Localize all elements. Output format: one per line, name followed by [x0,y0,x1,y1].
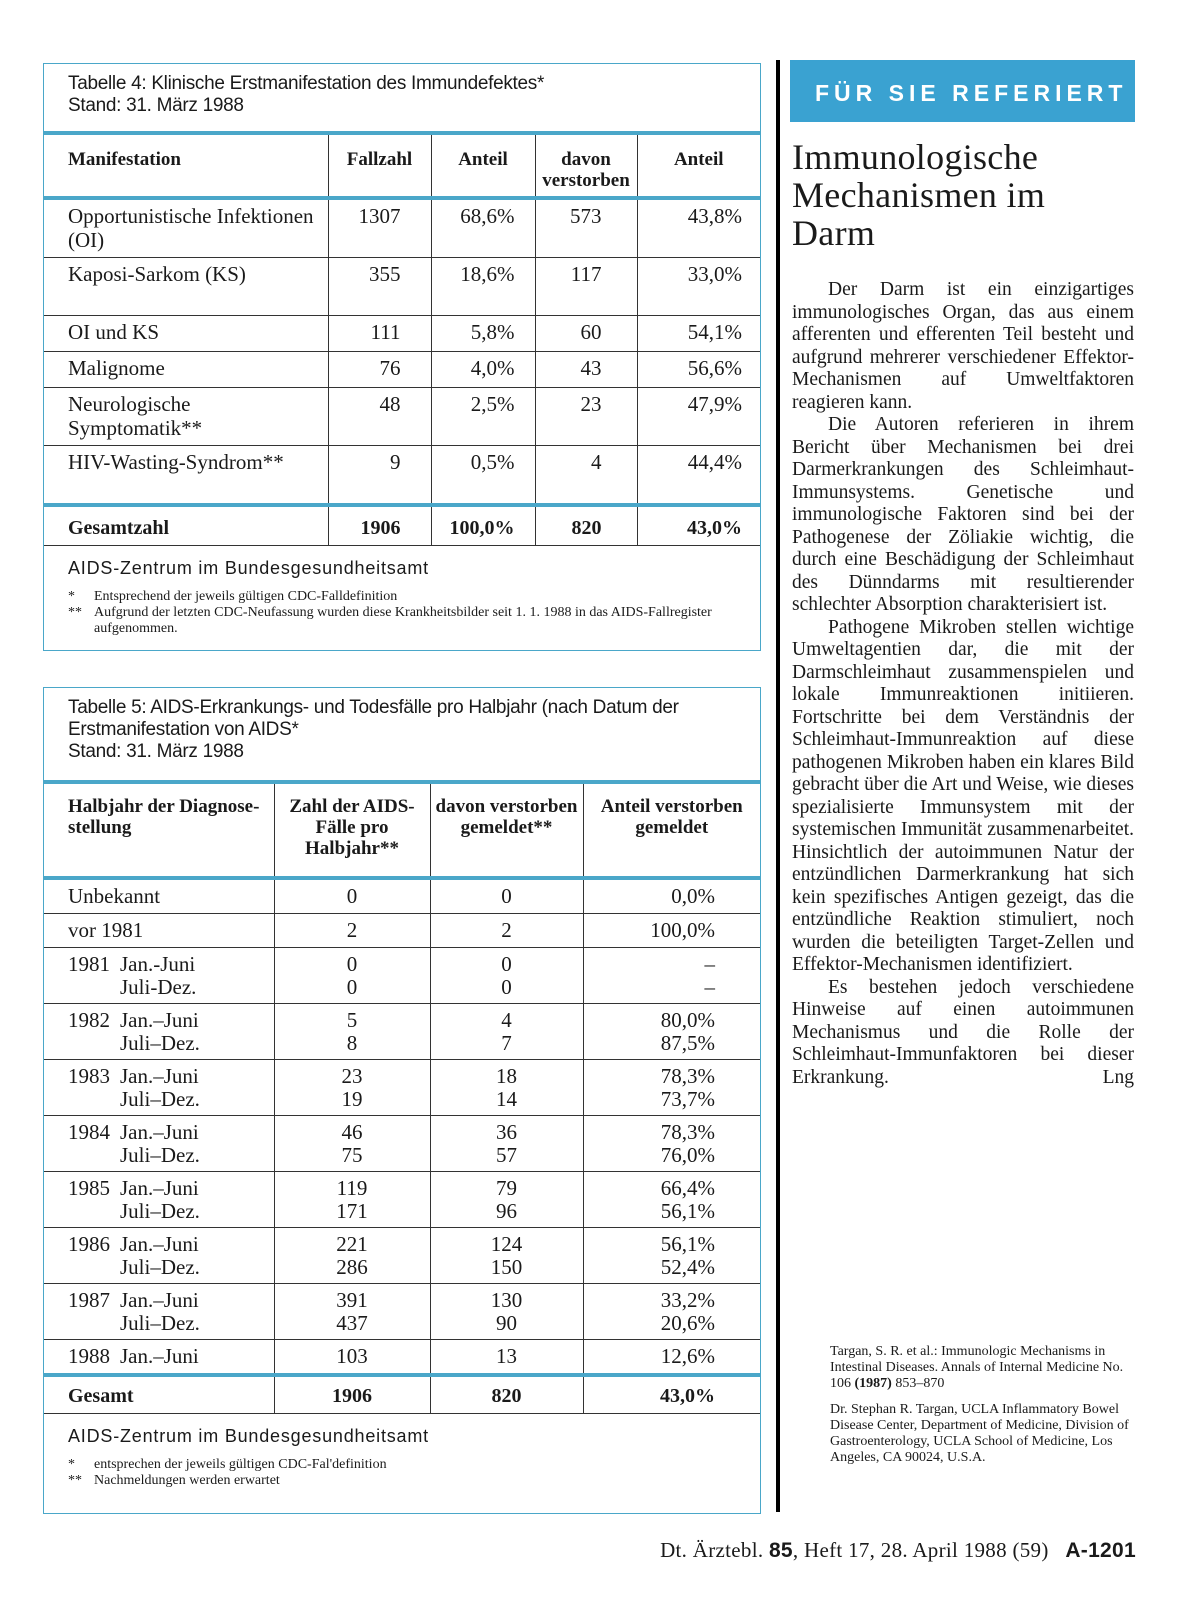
table-cell [583,878,760,914]
cell-value: – [704,952,715,976]
table-row [44,1060,760,1116]
table-cell [274,1060,430,1116]
table4-title: Tabelle 4: Klinische Erstmanifestation des Immundefektes* [68,73,545,94]
article-paragraph-text: Es bestehen jedoch verschiedene Hinweise auf einen autoimmunen Mechanismus und die Rolle der Schleimhaut-Immunfaktoren bei dieser Erkrankung. [792,976,1134,1088]
table-cell [430,1116,583,1172]
cell-value: 73,7% [660,1087,715,1111]
table4-date: Stand: 31. März 1988 [68,95,244,116]
citation-text: Targan, S. R. et al.: Immunologic Mechanisms in Intestinal Diseases. Annals of Internal Medicine No. 106 [830,1344,1124,1391]
half-year-label: Jan.–Juni [120,1064,199,1088]
table-cell [44,1172,274,1228]
table-cell [430,878,583,914]
half-year-label: Juli–Dez. [120,1031,200,1055]
cell-value: 119 [336,1176,368,1200]
year-label: vor 1981 [68,918,144,942]
table-cell: 111 [328,316,431,352]
table-row [44,914,760,948]
table-row [44,1340,760,1376]
table-cell: Neurologische Symptomatik** [68,392,203,440]
footnote-marker: ** [68,604,82,620]
year-label: 1985 [68,1176,110,1200]
table-cell: 43 [535,352,637,388]
article-paragraph [792,977,1134,1090]
half-year-label: Juli-Dez. [120,975,197,999]
cell-value: 100,0% [650,918,715,942]
article-paragraph: Die Autoren referieren in ihrem Bericht über Mechanismen bei drei Darmerkrankungen des Schleimhaut-Immunsystems. Genetische und immunologische Faktoren sind bei der Pathogenese der Zöliakie wichtig, die durch eine Beschädigung der Schleimhaut des Dünndarms mit resultierender schlechter Absorption charakterisiert ist. [792,414,1134,615]
table-cell [583,1228,760,1284]
cell-value: 0 [501,975,512,999]
table-cell: 47,9% [637,388,760,446]
cell-value: 90 [496,1311,517,1335]
table-cell [430,1340,583,1376]
table5 [44,780,760,1414]
table-row [44,316,760,352]
table-cell: 23 [535,388,637,446]
table-cell [44,1116,274,1172]
table-cell: 573 [535,198,637,258]
table-cell [44,948,274,1004]
table4-col-anteil-verstorben: Anteil [637,133,760,198]
cell-value: 4 [501,1008,512,1032]
table4-header-row [44,133,760,198]
table-cell: 4,0% [431,352,535,388]
table5-box [43,687,761,1514]
author-address: Dr. Stephan R. Targan, UCLA Inflammatory Bowel Disease Center, Department of Medicine, Division of Gastroenterology, UCLA School of Medicine, Los Angeles, CA 90024, U.S.A. [830,1402,1129,1465]
table4-total-row [44,505,760,545]
table-cell: 4 [535,446,637,506]
cell-value: 2 [501,918,512,942]
cell-value: 7 [501,1031,512,1055]
cell-value: 0 [501,884,512,908]
cell-value: 0 [501,952,512,976]
cell-value: 437 [336,1311,368,1335]
cell-value: 79 [496,1176,517,1200]
half-year-label: Jan.–Juni [120,1008,199,1032]
table5-title: Tabelle 5: AIDS-Erkrankungs- und Todesfälle pro Halbjahr (nach Datum der Erstmanifestation von AIDS* [68,697,679,740]
references [830,1344,1135,1476]
table-cell: 5,8% [431,316,535,352]
table-cell [44,1340,274,1376]
half-year-label: Jan.–Juni [120,1288,199,1312]
table-cell [583,1116,760,1172]
table-cell: 9 [328,446,431,506]
cell-value: 12,6% [660,1344,715,1368]
table-cell [583,1172,760,1228]
cell-value: 286 [336,1255,368,1279]
citation-year: (1987) [854,1376,892,1391]
table-row [44,1284,760,1340]
table-cell [430,1284,583,1340]
table5-footnotes [44,1447,760,1489]
footnote-text: entsprechen der jeweils gültigen CDC-Fal'definition [94,1456,387,1472]
cell-value: 78,3% [660,1064,715,1088]
table4-col-manifestation: Manifestation [68,149,181,170]
year-label: 1986 [68,1232,110,1256]
table4-header [44,64,760,131]
reference-citation [830,1344,1135,1392]
footnote-marker: * [68,588,75,604]
table-cell: Opportunistische Infektionen (OI) [68,204,314,252]
half-year-label: Juli–Dez. [120,1255,200,1279]
footnote-text: Entsprechend der jeweils gültigen CDC-Falldefinition [94,588,398,604]
table-cell: 48 [328,388,431,446]
table-row [44,1172,760,1228]
table-cell [44,1004,274,1060]
table-cell [44,1060,274,1116]
table-row [44,948,760,1004]
table-row [44,1228,760,1284]
table-cell [274,1172,430,1228]
table-cell [274,1340,430,1376]
cell-value: 171 [336,1199,368,1223]
year-label: 1983 [68,1064,110,1088]
cell-value: 103 [336,1344,368,1368]
table-cell: 76 [328,352,431,388]
footer-journal: Dt. Ärztebl. [660,1538,764,1562]
table-row [44,878,760,914]
table-cell [274,914,430,948]
table-cell [430,948,583,1004]
table-cell [274,948,430,1004]
table-cell: 1906 [328,505,431,545]
table-cell [430,1228,583,1284]
cell-value: 52,4% [660,1255,715,1279]
table5-date: Stand: 31. März 1988 [68,741,244,762]
cell-value: 0,0% [671,884,715,908]
year-label: 1984 [68,1120,110,1144]
article-paragraph: Pathogene Mikroben stellen wichtige Umweltagentien dar, die mit der Darmschleimhaut zusammenspielen und lokale Immunreaktionen initiieren. Fortschritte bei dem Verständnis der Schleimhaut-Immunreaktion auf diese pathogenen Mikroben haben ein klares Bild gebracht über die Art und Weise, wie dieses spezialisierte Immunsystem mit der systemischen Immunität zusammenarbeitet. Hinsichtlich der autoimmunen Natur der entzündlichen Darmerkrankung hat sich kein spezifisches Antigen gezeigt, das die entzündliche Reaktion stimuliert, noch wurden die beteiligten Target-Zellen und Effektor-Mechanismen identifiziert. [792,616,1134,975]
cell-value: 130 [490,1288,523,1312]
table-cell: 43,0% [583,1375,760,1413]
year-label: 1988 [68,1344,110,1368]
table4-col-verstorben: davon verstorben [535,133,637,198]
table5-header-row [44,782,760,878]
cell-value: 57 [496,1143,517,1167]
cell-value: 87,5% [660,1031,715,1055]
half-year-label: Juli–Dez. [120,1199,200,1223]
table4-footnotes [44,579,760,637]
cell-value: 75 [341,1143,363,1167]
table-cell: 1307 [328,198,431,258]
article-headline: Immunologische Mechanismen im Darm [792,137,1046,253]
cell-value: 56,1% [660,1199,715,1223]
cell-value: 13 [496,1344,517,1368]
table-cell: Gesamt [68,1385,134,1407]
table-cell [430,1172,583,1228]
table-cell: 100,0% [431,505,535,545]
table-cell: 56,6% [637,352,760,388]
footnote [68,605,740,637]
table-cell [274,1228,430,1284]
half-year-label: Jan.–Juni [120,1232,199,1256]
table-cell: 68,6% [431,198,535,258]
table5-total-row [44,1375,760,1413]
table-cell: 43,8% [637,198,760,258]
table-row [44,1116,760,1172]
table-cell: 2,5% [431,388,535,446]
author-signature: Lng [1102,1066,1134,1088]
cell-value: 20,6% [660,1311,715,1335]
table-cell [274,1284,430,1340]
table-row [44,446,760,506]
cell-value: 2 [346,918,358,942]
cell-value: 5 [346,1008,358,1032]
table-cell [44,878,274,914]
cell-value: 80,0% [660,1008,715,1032]
table5-col-anteil: Anteil verstorben gemeldet [583,782,760,878]
footnote-text: Aufgrund der letzten CDC-Neufassung wurden diese Krankheitsbilder seit 1. 1. 1988 in das AIDS-Fallregister aufgenommen. [94,604,712,636]
year-label: 1982 [68,1008,110,1032]
year-label: 1981 [68,952,110,976]
cell-value: 391 [336,1288,368,1312]
table4 [44,131,760,546]
cell-value: 56,1% [660,1232,715,1256]
cell-value: 0 [346,975,358,999]
cell-value: 0 [346,952,358,976]
half-year-label: Juli–Dez. [120,1143,200,1167]
footnote-text: Nachmeldungen werden erwartet [94,1472,280,1488]
page-footer [660,1538,1136,1563]
table-cell: HIV-Wasting-Syndrom** [68,450,284,474]
table-cell: 117 [535,258,637,316]
table-row [44,388,760,446]
footnote [68,1457,740,1473]
table-cell [430,914,583,948]
table-cell: Gesamtzahl [68,517,170,539]
cell-value: 78,3% [660,1120,715,1144]
cell-value: 66,4% [660,1176,715,1200]
footnote [68,1473,740,1489]
table-row [44,1004,760,1060]
table-cell [274,878,430,914]
table5-col-halbjahr: Halbjahr der Diagnosestellung [68,796,260,838]
table5-header [44,688,760,780]
cell-value: 18 [496,1064,517,1088]
half-year-label: Jan.–Juni [120,1176,199,1200]
table-cell: 54,1% [637,316,760,352]
table-row [44,352,760,388]
table-cell: 0,5% [431,446,535,506]
table4-col-anteil: Anteil [431,133,535,198]
table-cell: 18,6% [431,258,535,316]
year-label: Unbekannt [68,884,161,908]
table-cell: 1906 [274,1375,430,1413]
half-year-label: Jan.-Juni [120,952,196,976]
footer-page: A-1201 [1065,1539,1136,1562]
half-year-label: Juli–Dez. [120,1087,200,1111]
year-label: 1987 [68,1288,110,1312]
section-banner: FÜR SIE REFERIERT [790,60,1135,122]
table4-source: AIDS-Zentrum im Bundesgesundheitsamt [68,557,429,578]
table-cell [583,914,760,948]
cell-value: – [704,975,715,999]
cell-value: 76,0% [660,1143,715,1167]
table5-source: AIDS-Zentrum im Bundesgesundheitsamt [68,1425,429,1446]
cell-value: 14 [496,1087,517,1111]
table4-col-fallzahl: Fallzahl [328,133,431,198]
table-cell [44,914,274,948]
cell-value: 23 [341,1064,363,1088]
table-cell: Malignome [68,356,165,380]
footer-issue: , Heft 17, 28. April 1988 (59) [792,1538,1049,1562]
table-cell: 820 [535,505,637,545]
table-cell [583,1340,760,1376]
table-cell [583,1284,760,1340]
table-cell [44,1228,274,1284]
table-cell [44,1284,274,1340]
half-year-label: Jan.–Juni [120,1344,199,1368]
cell-value: 96 [496,1199,517,1223]
cell-value: 124 [490,1232,523,1256]
footnote-marker: * [68,1456,75,1472]
table-cell [274,1116,430,1172]
table-row [44,258,760,316]
table-cell: 44,4% [637,446,760,506]
table-row [44,198,760,258]
table5-col-verstorben: davon verstorben gemeldet** [430,782,583,878]
cell-value: 46 [341,1120,363,1144]
table-cell [430,1004,583,1060]
table-cell [274,1004,430,1060]
cell-value: 33,2% [660,1288,715,1312]
article-paragraph: Der Darm ist ein einzigartiges immunologisches Organ, das aus einem afferenten und efferenten Teil besteht und aufgrund mehrerer verschiedener Effektor-Mechanismen auf Umweltfaktoren reagieren kann. [792,279,1134,413]
table-cell [583,1060,760,1116]
table-cell: 60 [535,316,637,352]
table-cell: 820 [430,1375,583,1413]
half-year-label: Jan.–Juni [120,1120,199,1144]
table-cell: Kaposi-Sarkom (KS) [68,262,246,286]
article-body [792,279,1134,1089]
table-cell: 33,0% [637,258,760,316]
citation-pages: 853–870 [895,1376,945,1391]
column-divider [776,60,780,1512]
table5-col-faelle: Zahl der AIDS-Fälle pro Halbjahr** [274,782,430,878]
cell-value: 221 [336,1232,368,1256]
footnote-marker: ** [68,1472,82,1488]
table-cell [583,948,760,1004]
footer-volume: 85 [768,1539,793,1562]
table-cell [583,1004,760,1060]
half-year-label: Juli–Dez. [120,1311,200,1335]
cell-value: 8 [346,1031,358,1055]
cell-value: 150 [490,1255,523,1279]
cell-value: 36 [496,1120,517,1144]
table-cell: 43,0% [637,505,760,545]
table-cell: OI und KS [68,320,160,344]
table4-box [43,63,761,651]
cell-value: 19 [341,1087,363,1111]
footnote [68,589,740,605]
table-cell: 355 [328,258,431,316]
table-cell [430,1060,583,1116]
cell-value: 0 [346,884,358,908]
